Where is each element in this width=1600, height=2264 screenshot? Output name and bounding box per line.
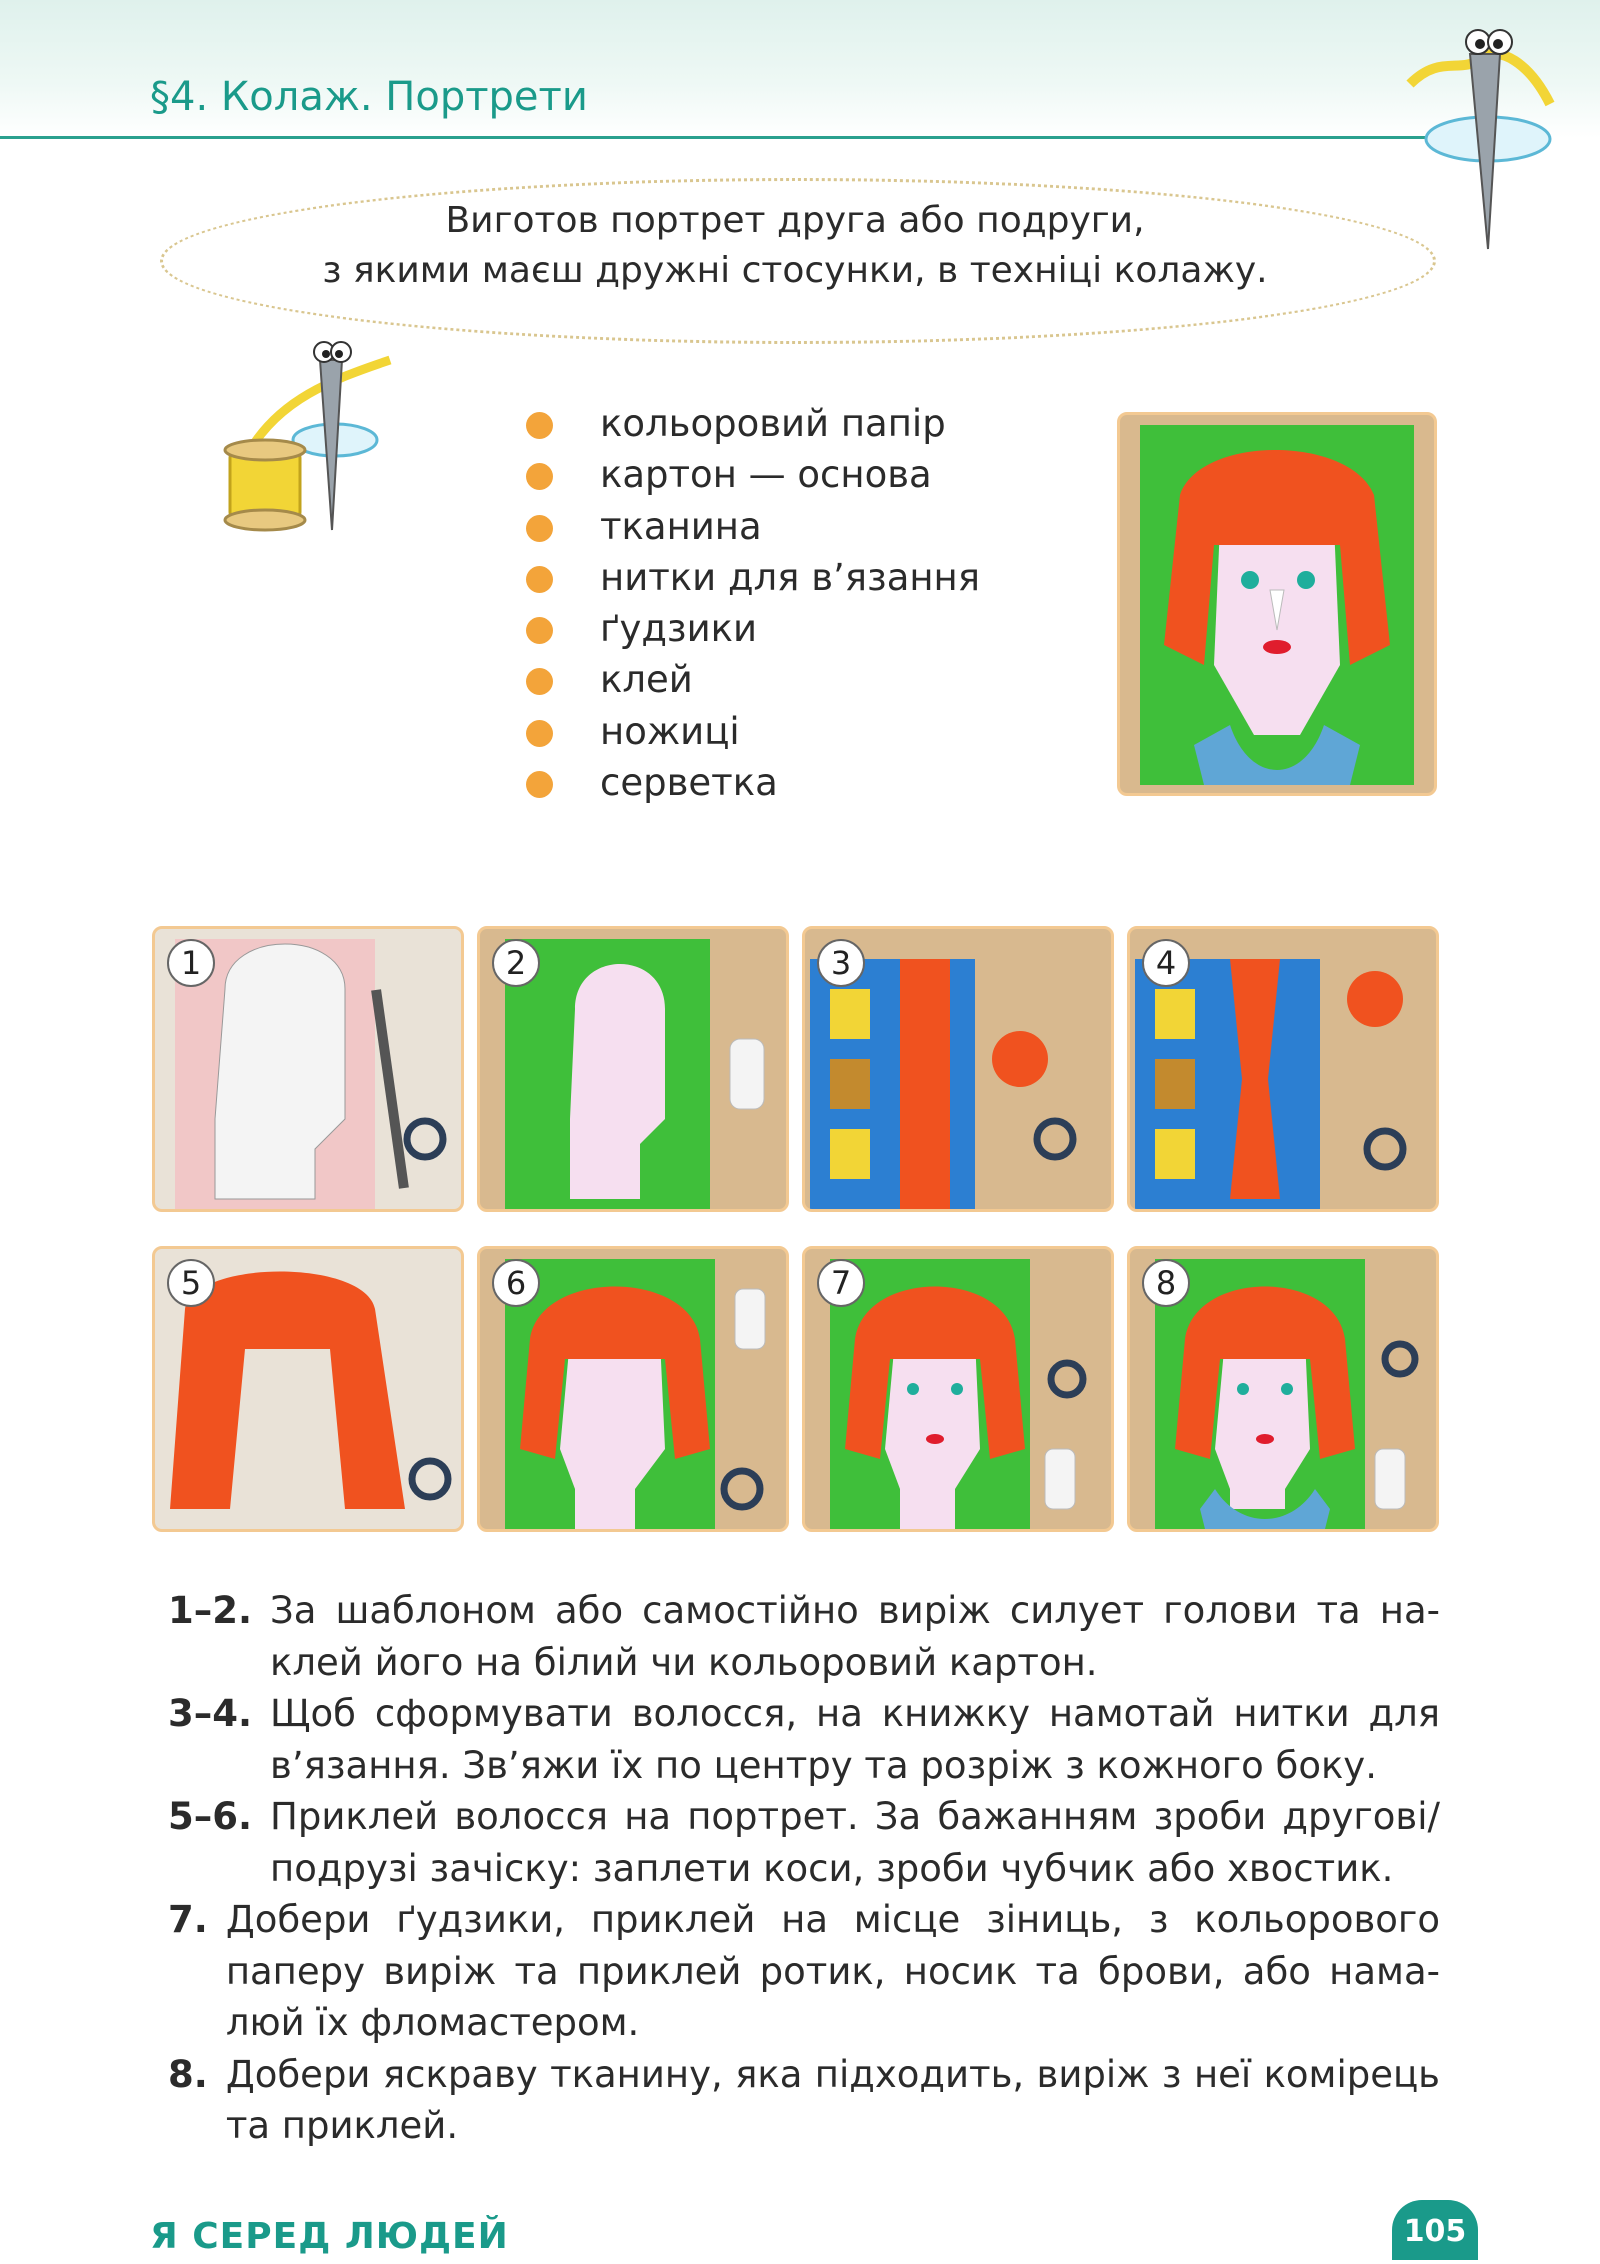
step-number: 7 (817, 1259, 865, 1307)
step-number: 2 (492, 939, 540, 987)
instruction-item (168, 2049, 1440, 2152)
instruction-item (168, 1585, 1440, 1688)
instruction-number: 5–6. (168, 1795, 253, 1838)
task-line-1: Виготов портрет друга або подруги, (445, 200, 1145, 241)
page-number: 105 (1392, 2200, 1478, 2260)
bullet-icon (526, 617, 553, 644)
step-photo-6 (477, 1246, 789, 1532)
materials-list (520, 398, 980, 808)
step-number: 1 (167, 939, 215, 987)
bullet-icon (526, 668, 553, 695)
bullet-icon (526, 463, 553, 490)
instruction-text: Добери ґудзики, приклей на місце зіниць, з кольорового паперу виріж та приклей ротик, носик та брови, або намалюй їх фломастером. (225, 1898, 1440, 2044)
step-photo-2 (477, 926, 789, 1212)
instruction-text: Приклей волосся на портрет. За бажанням зроби другові/подрузі зачіску: заплети коси, зроби чубчик або хвостик. (270, 1795, 1440, 1890)
needle-mascot-icon (1400, 14, 1560, 254)
task-text (180, 196, 1410, 296)
instruction-text: Добери яскраву тканину, яка підходить, виріж з неї комірець та приклей. (225, 2052, 1440, 2147)
list-item: серветка (520, 757, 980, 808)
step-photo-4 (1127, 926, 1439, 1212)
step-number: 4 (1142, 939, 1190, 987)
header-rule (0, 136, 1490, 139)
step-number: 5 (167, 1259, 215, 1307)
instruction-item (168, 1894, 1440, 2049)
step-photo-7 (802, 1246, 1114, 1532)
list-item: клей (520, 654, 980, 705)
instruction-number: 8. (168, 2052, 208, 2096)
instruction-text: Щоб сформувати волосся, на книжку намотай нитки для в’язання. Зв’яжи їх по центру та розріж з кожного боку. (270, 1692, 1440, 1787)
bullet-icon (526, 412, 553, 439)
instruction-text: За шаблоном або самостійно виріж силует голови та наклей його на білий чи кольоровий картон. (270, 1589, 1440, 1684)
bullet-icon (526, 771, 553, 798)
bullet-icon (526, 566, 553, 593)
task-line-2: з якими маєш дружні стосунки, в техніці колажу. (322, 250, 1268, 291)
finished-portrait-photo (1117, 412, 1437, 796)
step-photo-3 (802, 926, 1114, 1212)
step-number: 3 (817, 939, 865, 987)
bullet-icon (526, 515, 553, 542)
instruction-number: 1–2. (168, 1589, 253, 1632)
bullet-icon (526, 720, 553, 747)
unit-title: Я СЕРЕД ЛЮДЕЙ (150, 2216, 509, 2257)
instruction-number: 3–4. (168, 1692, 253, 1735)
list-item: картон — основа (520, 449, 980, 500)
section-title: §4. Колаж. Портрети (150, 74, 588, 120)
instruction-number: 7. (168, 1898, 208, 1941)
instructions-list (168, 1585, 1440, 2152)
step-photo-8 (1127, 1246, 1439, 1532)
step-number: 8 (1142, 1259, 1190, 1307)
list-item: кольоровий папір (520, 398, 980, 449)
list-item: нитки для в’язання (520, 552, 980, 603)
step-number: 6 (492, 1259, 540, 1307)
instruction-item (168, 1688, 1440, 1791)
needle-spool-mascot-icon (220, 340, 420, 540)
list-item: ґудзики (520, 603, 980, 654)
list-item: ножиці (520, 706, 980, 757)
list-item: тканина (520, 501, 980, 552)
instruction-item (168, 1791, 1440, 1894)
step-photo-5 (152, 1246, 464, 1532)
step-photo-1 (152, 926, 464, 1212)
